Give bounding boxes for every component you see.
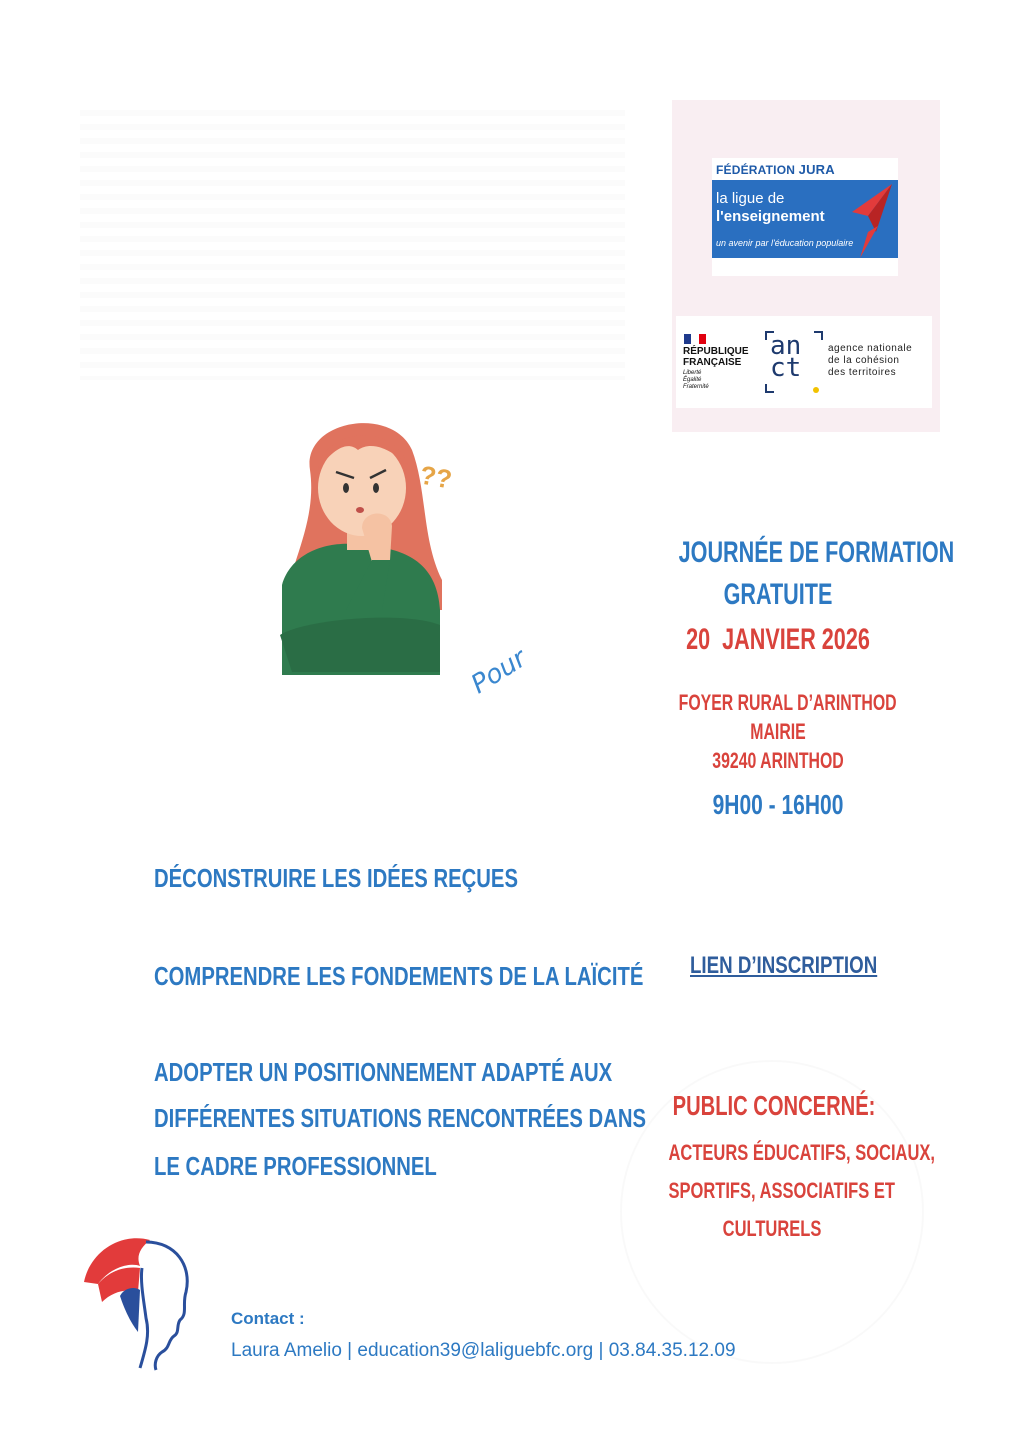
- background-texture: [80, 110, 625, 380]
- contact-title: Contact :: [231, 1309, 305, 1328]
- paper-plane-icon: [848, 182, 894, 262]
- pour-label: Pour: [466, 643, 532, 700]
- event-hours: [640, 786, 916, 824]
- objective-3-line2: DIFFÉRENTES SITUATIONS RENCONTRÉES DANS: [154, 1103, 647, 1133]
- event-hours-text: 9H00 - 16H00: [712, 789, 844, 820]
- federation-label: [716, 162, 835, 177]
- public-title-text: PUBLIC CONCERNÉ:: [672, 1090, 876, 1121]
- ligue-logo-line2: l'enseignement: [716, 208, 825, 225]
- event-place: [640, 688, 916, 775]
- event-date-text: 20 JANVIER 2026: [686, 623, 870, 656]
- contact-details: Laura Amelio | education39@laliguebfc.org | 03.84.35.12.09: [231, 1340, 736, 1361]
- republique-motto: Liberté Égalité Fraternité: [683, 370, 709, 390]
- objective-3-line3: LE CADRE PROFESSIONNEL: [154, 1151, 437, 1181]
- event-title: [640, 532, 955, 616]
- republique-line1: RÉPUBLIQUE: [683, 346, 749, 357]
- event-place-line1: FOYER RURAL D’ARINTHOD: [678, 690, 897, 715]
- event-title-line1: JOURNÉE DE FORMATION: [678, 536, 955, 569]
- question-marks-icon: ??: [417, 459, 455, 495]
- event-place-line2: MAIRIE: [750, 719, 806, 744]
- anct-logo: an ct: [770, 331, 802, 383]
- federation-prefix: FÉDÉRATION: [716, 163, 796, 177]
- public-title: [634, 1086, 910, 1126]
- anct-description: agence nationale de la cohésion des territoires: [828, 343, 913, 378]
- objective-1: DÉCONSTRUIRE LES IDÉES REÇUES: [154, 863, 518, 893]
- registration-link[interactable]: LIEN D’INSCRIPTION: [690, 952, 878, 979]
- republique-francaise-label: [683, 346, 749, 368]
- republique-flag-icon: [684, 334, 706, 344]
- republique-line2: FRANÇAISE: [683, 357, 742, 368]
- public-line1: ACTEURS ÉDUCATIFS, SOCIAUX,: [668, 1140, 935, 1165]
- event-title-line2: GRATUITE: [723, 578, 833, 611]
- ligue-logo-line1: la ligue de: [716, 190, 785, 207]
- federation-name: JURA: [798, 162, 835, 177]
- marianne-logo: [80, 1222, 200, 1372]
- questioning-woman-illustration: [262, 410, 462, 685]
- objective-2: COMPRENDRE LES FONDEMENTS DE LA LAÏCITÉ: [154, 961, 644, 991]
- objective-3-line1: ADOPTER UN POSITIONNEMENT ADAPTÉ AUX: [154, 1057, 613, 1087]
- public-line2: SPORTIFS, ASSOCIATIFS ET: [668, 1178, 895, 1203]
- event-place-line3: 39240 ARINTHOD: [712, 748, 844, 773]
- public-line3: CULTURELS: [722, 1216, 822, 1241]
- event-date: [640, 620, 916, 660]
- ligue-logo-tagline: un avenir par l'éducation populaire: [716, 238, 854, 248]
- public-list: [634, 1134, 935, 1248]
